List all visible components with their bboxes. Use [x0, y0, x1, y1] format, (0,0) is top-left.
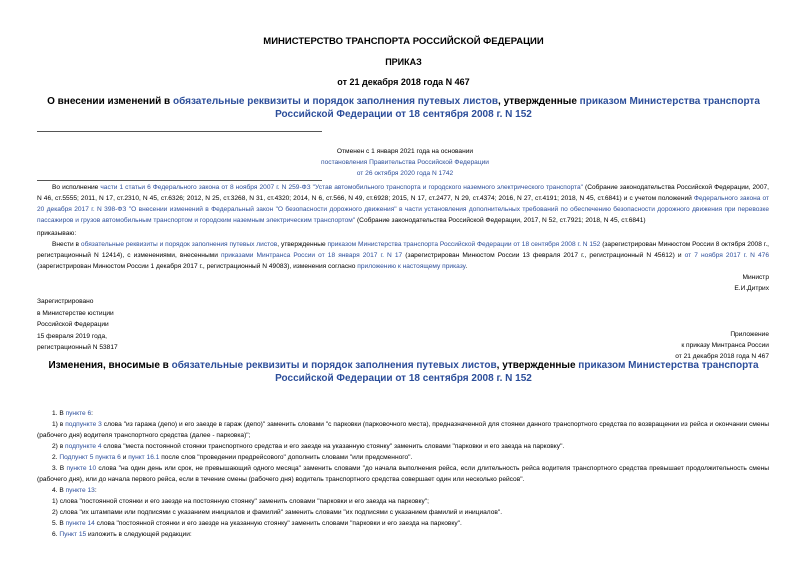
title-link-requisites[interactable]: обязательные реквизиты и порядок заполнения путевых листов — [172, 96, 499, 107]
appendix-line: к приказу Минтранса России — [681, 342, 769, 349]
registration-block — [37, 296, 118, 354]
preamble-text: (Собрание законодательства Российской Федерации, 2017, N 52, ст.7921; 2018, N 45, ст.6841) — [355, 217, 646, 224]
item-link[interactable]: подпункте 4 — [65, 443, 102, 450]
date-number-heading: от 21 декабря 2018 года N 467 — [337, 77, 470, 87]
appendix-block — [675, 329, 769, 362]
item-text: 5. В — [52, 520, 66, 527]
ministry-heading: МИНИСТЕРСТВО ТРАНСПОРТА РОССИЙСКОЙ ФЕДЕРАЦИИ — [263, 36, 544, 47]
appendix-title — [40, 359, 767, 385]
doc-type-heading: ПРИКАЗ — [385, 57, 422, 67]
order-word: приказываю: — [37, 230, 77, 237]
cancel-link-resolution[interactable]: постановления Правительства Российской Федерации — [321, 159, 489, 166]
cancel-line: Отменен с 1 января 2021 года на основании — [336, 148, 474, 155]
registration-line: Зарегистрировано — [37, 298, 94, 305]
item-link[interactable]: пункте 6 — [65, 410, 92, 417]
item-text: 1) в — [52, 421, 66, 428]
appendix-title-link-requisites[interactable]: обязательные реквизиты и порядок заполнения путевых листов — [171, 360, 497, 371]
title-text: , утвержденные — [498, 96, 580, 107]
body-text: Внести в — [52, 241, 81, 248]
item-text: 3. В — [52, 465, 67, 472]
item-text: : — [94, 487, 97, 494]
item-text: слова "места постоянной стоянки транспортного средства и его заезде на указанную стоянку" заменить словами "парковки и его заезда на парковку". — [101, 443, 565, 450]
body-text: , утвержденные — [277, 241, 328, 248]
item-link[interactable]: Пункт 15 — [59, 531, 87, 538]
list-item — [37, 463, 769, 485]
list-item — [37, 529, 769, 540]
title-text: , утвержденные — [496, 360, 579, 371]
preamble-text: (Собрание законодательства Российской Федерации, 2007, N 46, ст.5555; 2011, N 17, ст.2310, N 45, ст.6326; 2012, N 25, ст.3268, N 31, ст.4320; 2014, N 6, ст.566, N 49, ст.6928; 2015, N 17, ст.2477, N 29, ст.4374; 2016, N 27, ст.4191; 2018, N 45, ст.6841) и с учетом положений — [37, 184, 769, 202]
list-item — [37, 441, 769, 452]
item-text: 2. — [52, 454, 60, 461]
body-text: . — [465, 263, 468, 270]
list-item — [37, 518, 769, 529]
list-item — [37, 452, 769, 463]
body-text: (зарегистрирован Минюстом России 13 февраля 2017 г., регистрационный N 45612) и — [402, 252, 685, 259]
item-text: 2) в — [52, 443, 66, 450]
appendix-title-link-order[interactable]: приказом Министерства транспорта Российской Федерации от 18 сентября 2008 г. N 152 — [275, 360, 759, 384]
list-item — [37, 419, 769, 441]
item-link[interactable]: пункте 10 — [66, 465, 97, 472]
item-text: слова "постоянной стоянки и его заезде на указанную стоянку" заменить словами "парковки и его заезда на парковку". — [94, 520, 462, 527]
item-text: и — [120, 454, 129, 461]
appendix-line: Приложение — [730, 331, 769, 338]
body-link-order-476[interactable]: от 7 ноября 2017 г. N 476 — [684, 252, 770, 259]
registration-line: 15 февраля 2019 года, — [37, 332, 107, 340]
registration-line: в Министерстве юстиции — [37, 309, 114, 317]
item-text: 4. В — [52, 487, 66, 494]
registration-line: Российской Федерации — [37, 321, 109, 328]
list-item — [37, 408, 769, 419]
list-item — [37, 485, 769, 496]
title-text: Изменения, вносимые в — [48, 360, 172, 371]
item-text: 6. — [52, 531, 60, 538]
item-link[interactable]: пункт 16.1 — [128, 454, 160, 461]
item-link[interactable]: Подпункт 5 пункта 6 — [59, 454, 121, 461]
preamble-text: Во исполнение — [52, 184, 101, 191]
item-text: слова "на один день или срок, не превышающий одного месяца" заменить словами "до начала выполнения рейса, если длительность рейса водителя транспортного средства превышает продолжительность смены (рабочего дня), или до начала первого рейса, если в течение смены (рабочего дня) водитель транспортного средства совершает один или несколько рейсов". — [37, 465, 770, 483]
item-link[interactable]: пункте 14 — [65, 520, 95, 527]
item-text: изложить в следующей редакции: — [86, 531, 192, 538]
item-text: слова "из гаража (депо) и его заезде в гараж (депо)" заменить словами "с парковки (парковочного места), предназначенной для стоянки данного транспортного средства по возвращении из рейса и окончании смены (рабочего дня) водителя транспортного средства (далее - парковка)"; — [37, 421, 769, 439]
item-text: 1. В — [52, 410, 66, 417]
preamble-link-law-398[interactable]: Федерального закона от 20 декабря 2017 г. N 398-ФЗ "О внесении изменений в Федеральный закон "О безопасности дорожного движения" в части установления дополнительных требований по обеспечению безопасности дорожного движения при перевозке пассажиров и грузов автомобильным транспортом и городским наземным электрическим транспортом" — [37, 195, 770, 224]
cancellation-note — [240, 146, 570, 179]
cancel-link-date[interactable]: от 26 октября 2020 года N 1742 — [356, 170, 454, 177]
body-link-orders-17[interactable]: приказами Минтранса России от 18 января 2017 г. N 17 — [220, 252, 403, 259]
registration-line: регистрационный N 53817 — [37, 344, 118, 351]
signature-name: Е.И.Дитрих — [734, 285, 769, 292]
preamble-paragraph — [37, 182, 769, 226]
item-link[interactable]: подпункте 3 — [65, 421, 102, 428]
document-title — [40, 95, 767, 121]
list-item: 1) слова "постоянной стоянки и его заезде на постоянную стоянку" заменить словами "парковки и его заезда на парковку"; — [52, 498, 429, 505]
body-link-requisites[interactable]: обязательные реквизиты и порядок заполнения путевых листов — [80, 241, 278, 248]
body-text: (зарегистрирован Минюстом России 8 октября 2008 г., регистрационный N 12414), с изменениями, внесенными — [37, 241, 770, 259]
item-text: после слов "проведении предрейсового" дополнить словами "или предсменного". — [159, 454, 413, 461]
title-link-order[interactable]: приказом Министерства транспорта Российской Федерации от 18 сентября 2008 г. N 152 — [275, 96, 760, 120]
divider — [37, 131, 322, 132]
preamble-link-law-259[interactable]: части 1 статьи 6 Федерального закона от 8 ноября 2007 г. N 259-ФЗ "Устав автомобильного транспорта и городского наземного электрического транспорта" — [100, 184, 583, 191]
item-link[interactable]: пункте 13 — [65, 487, 95, 494]
title-text: О внесении изменений в — [47, 96, 173, 107]
signature-position: Министр — [742, 274, 769, 281]
body-link-appendix[interactable]: приложению к настоящему приказу — [357, 263, 466, 270]
body-text: (зарегистрирован Минюстом России 1 декабря 2017 г., регистрационный N 49083), изменения согласно — [37, 263, 358, 270]
body-paragraph — [37, 239, 769, 272]
signature-block — [734, 272, 769, 294]
appendix-line: от 21 декабря 2018 года N 467 — [675, 353, 769, 360]
divider — [37, 180, 322, 181]
body-link-order-152[interactable]: приказом Министерства транспорта Российской Федерации от 18 сентября 2008 г. N 152 — [327, 241, 601, 248]
item-text: : — [91, 410, 93, 417]
list-item: 2) слова "их штампами или подписями с указанием инициалов и фамилий" заменить словами "их подписями с указанием фамилий и инициалов". — [52, 509, 503, 516]
